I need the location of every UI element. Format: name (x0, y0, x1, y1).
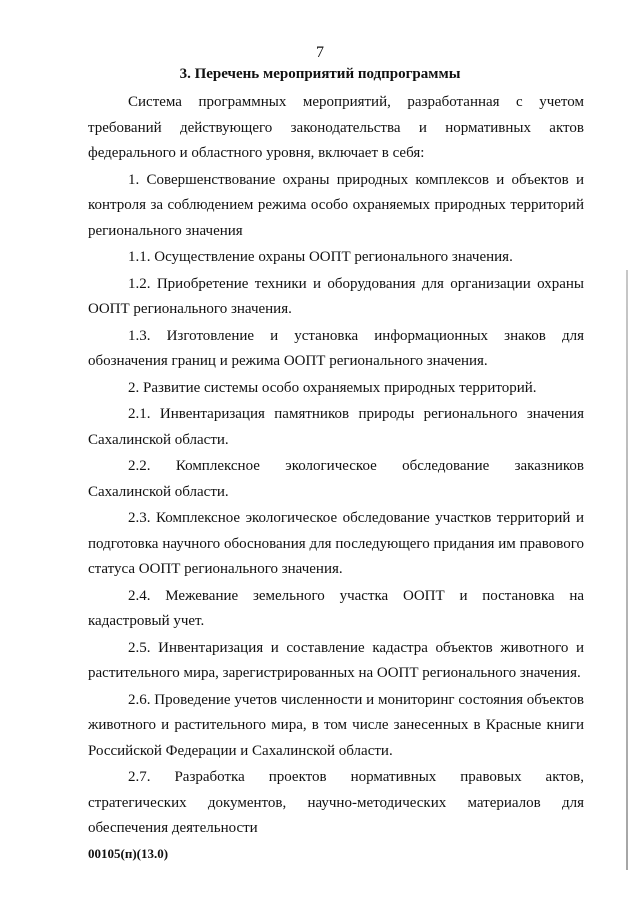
paragraph-intro: Система программных мероприятий, разработанная с учетом требований действующего законодательства и нормативных актов федерального и областного уровня, включает в себя: (88, 94, 584, 161)
paragraph-item-2: 2. Развитие системы особо охраняемых природных территорий. (128, 379, 537, 396)
paragraph-item-1: 1. Совершенствование охраны природных комплексов и объектов и контроля за соблюдением режима особо охраняемых природных территорий регионального значения (88, 171, 584, 239)
paragraph-item-2-1: 2.1. Инвентаризация памятников природы регионального значения Сахалинской области. (88, 406, 584, 448)
paragraph-item-2-3: 2.3. Комплексное экологическое обследование участков территорий и подготовка научного обоснования для последующего придания им правового статуса ООПТ регионального значения. (88, 510, 584, 577)
paragraph-item-2-7: 2.7. Разработка проектов нормативных правовых актов, стратегических документов, научно-методических материалов для обеспечения деятельности (88, 769, 584, 836)
paragraph-item-2-4: 2.4. Межевание земельного участка ООПТ и постановка на кадастровый учет. (88, 587, 584, 629)
document-body (88, 90, 584, 842)
paragraph-item-1-1: 1.1. Осуществление охраны ООПТ регионального значения. (128, 249, 513, 265)
paragraph-item-2-6: 2.6. Проведение учетов численности и мониторинг состояния объектов животного и растительного мира, в том числе занесенных в Красные книги Российской Федерации и Сахалинской области. (88, 691, 584, 759)
section-heading: 3. Перечень мероприятий подпрограммы (179, 66, 461, 82)
scan-edge-line (626, 270, 628, 870)
page-number: 7 (316, 44, 324, 61)
paragraph-item-1-2: 1.2. Приобретение техники и оборудования для организации охраны ООПТ регионального значения. (88, 275, 584, 317)
paragraph-item-2-2: 2.2. Комплексное экологическое обследование заказников Сахалинской области. (88, 458, 584, 500)
document-code: 00105(п)(13.0) (88, 846, 169, 861)
paragraph-item-2-5: 2.5. Инвентаризация и составление кадастра объектов животного и растительного мира, зарегистрированных на ООПТ регионального значения. (88, 639, 584, 681)
paragraph-item-1-3: 1.3. Изготовление и установка информационных знаков для обозначения границ и режима ООПТ регионального значения. (88, 327, 584, 369)
